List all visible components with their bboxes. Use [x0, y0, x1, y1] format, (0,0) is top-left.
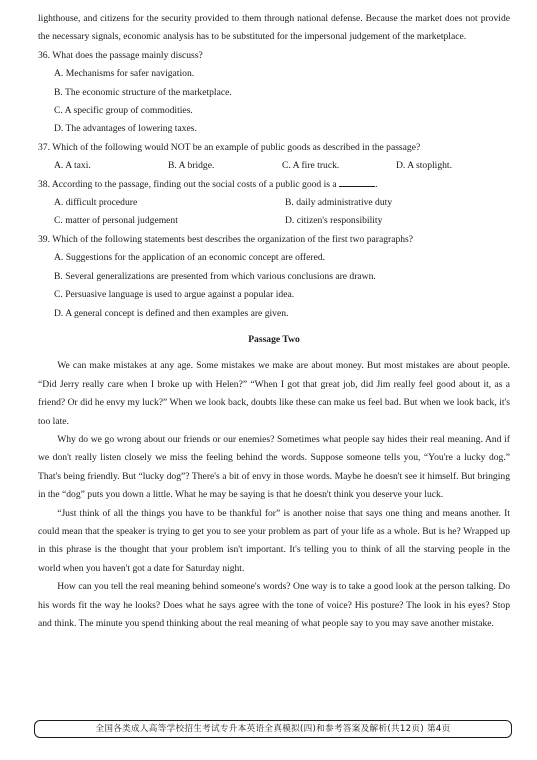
passage-two-paragraph-4: How can you tell the real meaning behind someone's words? One way is to take a good look at the person talking. Do his words fit the way he looks? Does what he says agree with the tone of voice? His posture? The look in his eyes? Stop and think. The minute you spend thinking about the real meaning of what people say to you may save another mistake.: [38, 581, 510, 629]
question-38-line: [38, 176, 510, 194]
page-content: [38, 10, 510, 633]
question-38-options-row-1: [38, 194, 510, 212]
question-37-option-d: D. A stoplight.: [396, 160, 452, 172]
page-footer: 全国各类成人高等学校招生考试专升本英语全真模拟(四)和参考答案及解析(共12页) 第4页: [34, 720, 512, 738]
question-36-stem: 36. What does the passage mainly discuss?: [38, 49, 203, 61]
question-39-option-b: B. Several generalizations are presented from which various conclusions are drawn.: [54, 270, 376, 282]
question-37-option-a: A. A taxi.: [54, 160, 91, 172]
question-36-option-d: D. The advantages of lowering taxes.: [54, 123, 197, 135]
question-38-options-row-2: [38, 212, 510, 230]
question-38-option-a: A. difficult procedure: [54, 197, 138, 209]
question-39-option-a: A. Suggestions for the application of an economic concept are offered.: [54, 252, 326, 264]
passage-two-paragraph-3: “Just think of all the things you have to be thankful for” is another noise that says one thing and means another. It could mean that the speaker is trying to get you to see your problem as part of your life as a whole. But is he? Wrapped up in this phrase is the thought that your problem isn't important. It's telling you to think of all the starving people in the world when you haven't got a date for Saturday night.: [38, 507, 510, 574]
question-37-option-c: C. A fire truck.: [282, 160, 340, 172]
answer-blank: [339, 177, 375, 187]
question-38-option-c: C. matter of personal judgement: [54, 215, 178, 227]
question-38-option-d: D. citizen's responsibility: [285, 215, 383, 227]
question-38-stem: 38. According to the passage, finding out the social costs of a public good is a: [38, 178, 337, 190]
passage-one-continuation: lighthouse, and citizens for the security provided to them through national defense. Because the market does not provide the necessary signals, economic analysis has to be substituted for the impersonal judgement of the marketplace.: [38, 13, 510, 43]
question-37-options: [38, 157, 510, 175]
question-37-stem: 37. Which of the following would NOT be an example of public goods as described in the passage?: [38, 141, 421, 153]
question-38-option-b: B. daily administrative duty: [285, 197, 393, 209]
question-36-option-c: C. A specific group of commodities.: [54, 105, 193, 117]
question-36-option-a: A. Mechanisms for safer navigation.: [54, 68, 195, 80]
question-36-option-b: B. The economic structure of the marketplace.: [54, 86, 232, 98]
question-39-stem: 39. Which of the following statements best describes the organization of the first two paragraphs?: [38, 233, 414, 245]
question-39-option-c: C. Persuasive language is used to argue against a popular idea.: [54, 289, 295, 301]
passage-two-paragraph-1: We can make mistakes at any age. Some mistakes we make are about money. But most mistakes are about people. “Did Jerry really care when I broke up with Helen?” “When I got that great job, did Jim really feel good about it, as a friend? Or did he envy my luck?” When we look back, doubts like these can make us feel bad. But when we look back, it's too late.: [38, 360, 510, 427]
question-37-option-b: B. A bridge.: [168, 160, 215, 172]
passage-two-title: Passage Two: [248, 333, 300, 345]
passage-two-paragraph-2: Why do we go wrong about our friends or our enemies? Sometimes what people say hides their real meaning. And if we don't really listen closely we miss the feeling behind the words. Suppose someone tells you, “You're a lucky dog.” That's being friendly. But “lucky dog”? There's a bit of envy in those words. Maybe he doesn't see it himself. But bringing in the “dog” puts you down a little. What he may be saying is that he doesn't think you deserve your luck.: [38, 433, 510, 501]
question-39-option-d: D. A general concept is defined and then examples are given.: [54, 307, 289, 319]
question-38-stem-end: .: [375, 178, 378, 190]
